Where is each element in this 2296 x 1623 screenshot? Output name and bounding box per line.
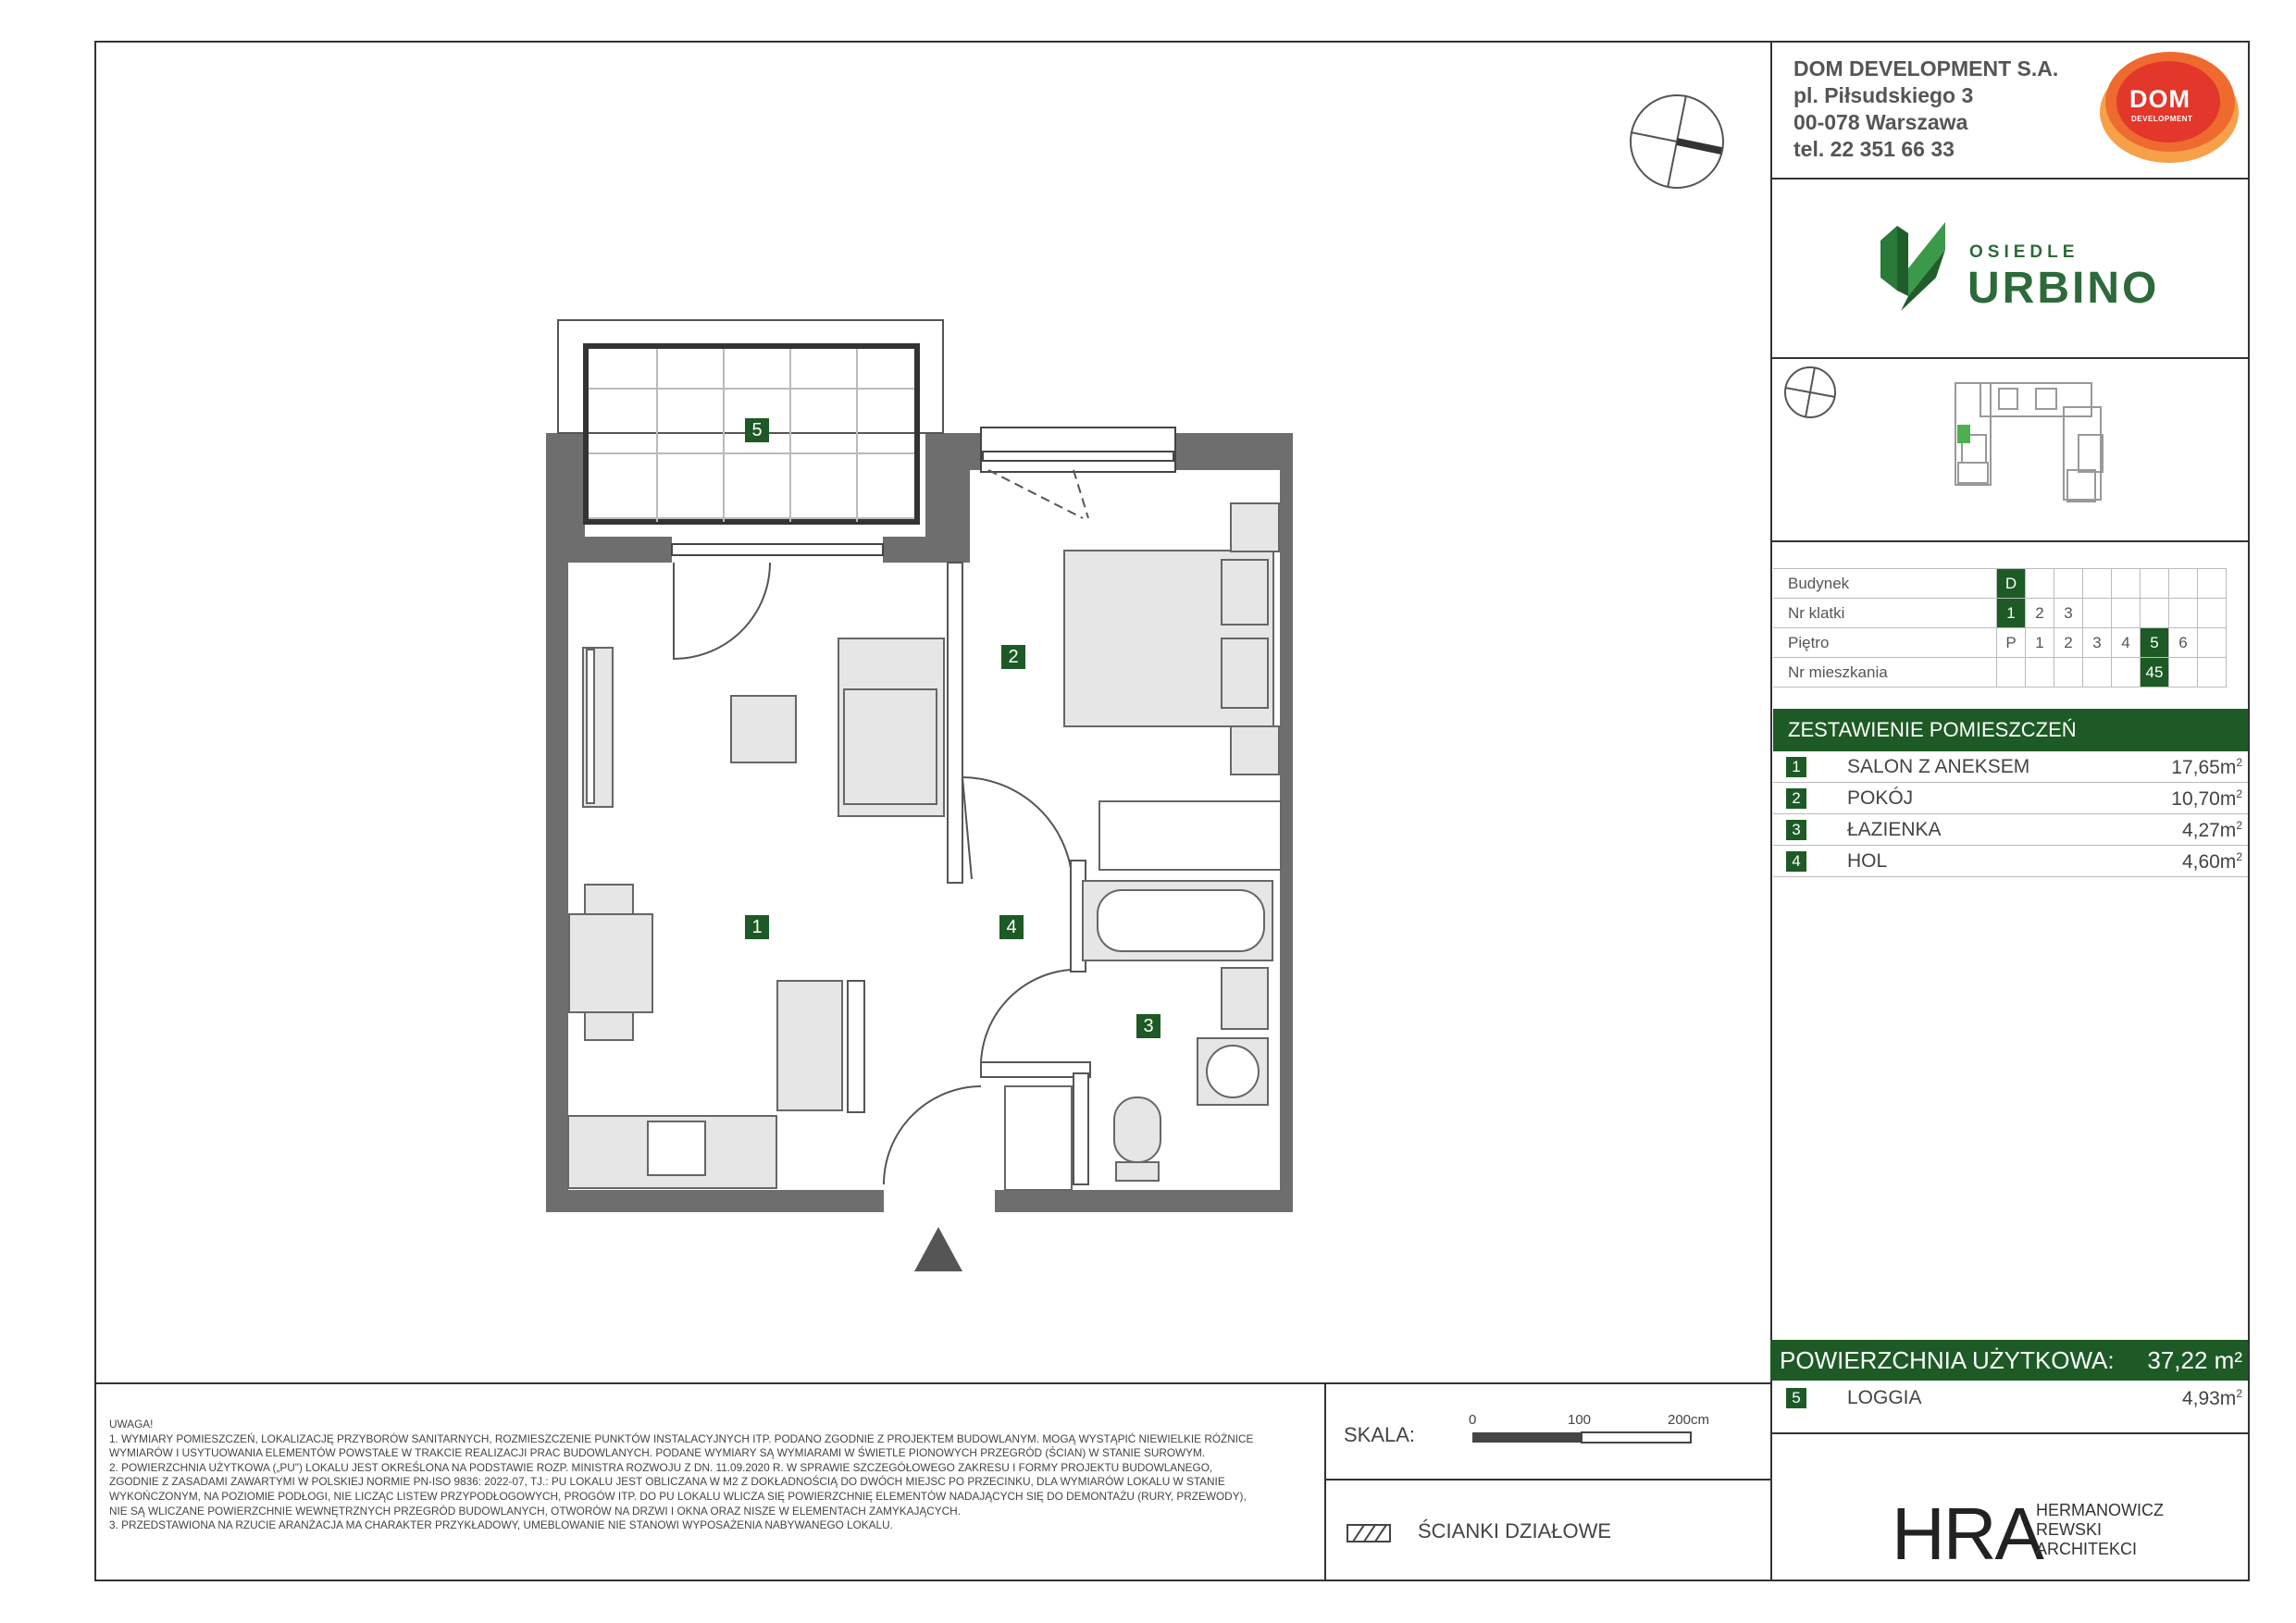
cell-pietro-6: 6 [2169,628,2198,658]
architect-name [2036,1501,2164,1559]
cell-klatka-5 [2141,599,2169,628]
architect-line-1: HERMANOWICZ [2036,1501,2164,1519]
room-number: 2 [1786,788,1806,809]
company-info [1793,56,2058,163]
cell-klatka-7 [2198,599,2227,628]
usable-area-value: 37,22 [2147,1346,2208,1374]
cell-klatka-3 [2083,599,2112,628]
estate-name: URBINO [1967,264,2160,313]
plan-label-loggia: 5 [745,418,769,442]
cell-klatka-6 [2169,599,2198,628]
area-unit-exponent: 2 [2236,850,2242,863]
cell-mieszkanie-1 [2026,658,2054,688]
list-item [1773,783,2248,814]
building-key-plan [1955,383,2103,502]
notes-line: ZGODNIE Z ZASADAMI ZAWARTYMI W POLSKIEJ NORMIE PN-ISO 9836: 2022-07, TJ.: PU LOKALU JEST OBLICZANA W M2 Z DOKŁADNOŚCIĄ DO DWÓCH MIEJSC PO PRZECINKU, DLA WYMIARÓW LOKALU W STANIE [109,1475,1225,1489]
architect-line-2: REWSKI [2036,1520,2103,1539]
dom-logo-text: DOM [2129,85,2191,113]
partition-legend-label: ŚCIANKI DZIAŁOWE [1418,1519,1612,1542]
cell-pietro-3: 3 [2083,628,2112,658]
area-unit-exponent: 2 [2236,756,2242,769]
cell-budynek-2 [2054,569,2083,599]
plan-label-hol: 4 [999,915,1024,939]
company-phone: tel. 22 351 66 33 [1793,137,1955,161]
cell-klatka-4 [2112,599,2141,628]
apartment-info-table [1773,568,2227,688]
list-item [1773,814,2248,846]
cell-klatka-2: 3 [2054,599,2083,628]
cell-mieszkanie-7 [2198,658,2227,688]
area-unit-exponent: 2 [2236,819,2242,832]
cell-mieszkanie-0 [1997,658,2026,688]
table-row-klatka [1773,599,2227,628]
windows [672,427,1175,555]
usable-area-bar [1770,1340,2248,1381]
list-item [1773,751,2248,783]
label-mieszkanie: Nr mieszkania [1773,658,1997,688]
cell-budynek-0: D [1997,569,2026,599]
notes-line: UWAGA! [109,1418,154,1431]
cell-pietro-1: 1 [2026,628,2054,658]
area-unit-exponent: 2 [2236,1387,2242,1400]
cell-klatka-0: 1 [1997,599,2026,628]
room-number: 3 [1786,820,1806,840]
cell-mieszkanie-5: 45 [2141,658,2169,688]
cell-pietro-4: 4 [2112,628,2141,658]
cell-budynek-3 [2083,569,2112,599]
room-area: 10,70m [2171,788,2237,810]
cell-budynek-5 [2141,569,2169,599]
dom-logo-subtext: DEVELOPMENT [2131,115,2193,123]
label-pietro: Piętro [1773,628,1997,658]
company-name: DOM DEVELOPMENT S.A. [1793,56,2059,81]
cell-pietro-5: 5 [2141,628,2169,658]
room-name: POKÓJ [1847,787,1914,809]
estate-prefix: OSIEDLE [1969,242,2079,262]
cell-klatka-1: 2 [2026,599,2054,628]
osiedle-urbino-logo [1879,222,2160,315]
area-unit-exponent: 2 [2236,787,2242,800]
plan-label-pokoj: 2 [1001,645,1025,669]
loggia-number: 5 [1786,1388,1806,1408]
furniture [568,503,1281,1190]
label-budynek: Budynek [1773,569,1997,599]
loggia-name: LOGGIA [1847,1387,1922,1408]
dom-development-logo [2096,48,2244,168]
notes-line: 3. PRZEDSTAWIONA NA RZUCIE ARANŻACJA MA CHARAKTER PRZYKŁADOWY, UMEBLOWANIE NIE STANOWI WYPOSAŻENIA NABYWANEGO LOKALU. [109,1518,893,1532]
room-area: 17,65m [2171,757,2237,778]
cell-pietro-2: 2 [2054,628,2083,658]
cell-pietro-0: P [1997,628,2026,658]
cell-mieszkanie-6 [2169,658,2198,688]
room-name: ŁAZIENKA [1847,819,1942,840]
partition-legend-swatch [1347,1525,1390,1542]
usable-area-label: POWIERZCHNIA UŻYTKOWA: [1780,1346,2115,1374]
cell-budynek-7 [2198,569,2227,599]
room-number: 4 [1786,851,1806,872]
keyplan-compass-icon [1785,367,1835,417]
cell-mieszkanie-2 [2054,658,2083,688]
notes-line: WYMIARÓW I USYTUOWANIA ELEMENTÓW POWSTAŁE W TRAKCIE REALIZACJI PRAC BUDOWLANYCH. PODANE WYMIARY SĄ WYMIARAMI W ŚWIETLE PIONOWYCH PRZEGRÓD (ŚCIAN) W STANIE SUROWYM. [109,1446,1206,1460]
urbino-logo-icon [1880,222,1964,311]
scale-bar [1472,1432,1691,1443]
scale-label: SKALA: [1344,1423,1416,1446]
scale-tick-200: 200cm [1668,1412,1710,1428]
architect-logo: HRA [1892,1493,2042,1575]
company-address-street: pl. Piłsudskiego 3 [1793,83,1974,107]
scale-tick-0: 0 [1469,1412,1477,1428]
usable-area-unit: m² [2214,1346,2242,1374]
company-address-city: 00-078 Warszawa [1793,110,1968,134]
table-row-pietro [1773,628,2227,658]
architect-line-3: ARCHITEKCI [2036,1540,2138,1558]
room-area: 4,60m [2181,851,2237,873]
cell-budynek-1 [2026,569,2054,599]
notes-block [109,1418,1312,1533]
plan-label-lazienka: 3 [1136,1014,1160,1038]
rooms-title: ZESTAWIENIE POMIESZCZEŃ [1773,709,2248,751]
notes-line: 1. WYMIARY POMIESZCZEŃ, LOKALIZACJĘ PRZYBORÓW SANITARNYCH, ROZMIESZCZENIE PUNKTÓW INSTALACYJNYCH ITP. PODANO ZGODNIE Z PROJEKTEM BUDOWLANYM. MOGĄ WYSTĄPIĆ NIEWIELKIE RÓŻNICE [109,1431,1254,1445]
table-row-budynek [1773,569,2227,599]
scale-tick-100: 100 [1568,1412,1592,1428]
compass-icon [1631,95,1723,188]
notes-line: WYKOŃCZONYM, NA POZIOMIE PODŁOGI, NIE LICZĄC LISTEW PRZYPODŁOGOWYCH, PROGÓW ITP. DO PU LOKALU WLICZA SIĘ POWIERZCHNIĘ ELEMENTÓW NADAJĄCYCH SIĘ DO DEMONTAŻU (RURY, PRZEWODY), [109,1489,1247,1503]
cell-budynek-6 [2169,569,2198,599]
cell-mieszkanie-4 [2112,658,2141,688]
loggia-row [1773,1382,2248,1413]
room-number: 1 [1786,757,1806,777]
table-row-mieszkanie [1773,658,2227,688]
plan-label-salon: 1 [745,915,769,939]
entrance-arrow-icon [914,1227,962,1271]
cell-budynek-4 [2112,569,2141,599]
room-area: 4,27m [2181,820,2237,841]
room-name: SALON Z ANEKSEM [1847,756,2030,777]
notes-line: NIE SĄ WLICZANE POWIERZCHNIE WEWNĘTRZNYCH PRZEGRÓD BUDOWLANYCH, OTWORÓW NA DRZWI I OKNA ORAZ NISZE W ELEMENTACH ZAMYKAJĄCYCH. [109,1504,961,1518]
notes-line: 2. POWIERZCHNIA UŻYTKOWA („PU") LOKALU JEST OKREŚLONA NA PODSTAWIE ROZP. MINISTRA ROZWOJU Z DN. 11.09.2020 R. W SPRAWIE SZCZEGÓŁOWEGO ZAKRESU I FORMY PROJEKTU BUDOWLANEGO, [109,1460,1213,1474]
cell-pietro-7 [2198,628,2227,658]
room-name: HOL [1847,850,1888,872]
cell-mieszkanie-3 [2083,658,2112,688]
loggia-area: 4,93m [2181,1388,2237,1409]
list-item [1773,846,2248,877]
label-klatka: Nr klatki [1773,599,1997,628]
